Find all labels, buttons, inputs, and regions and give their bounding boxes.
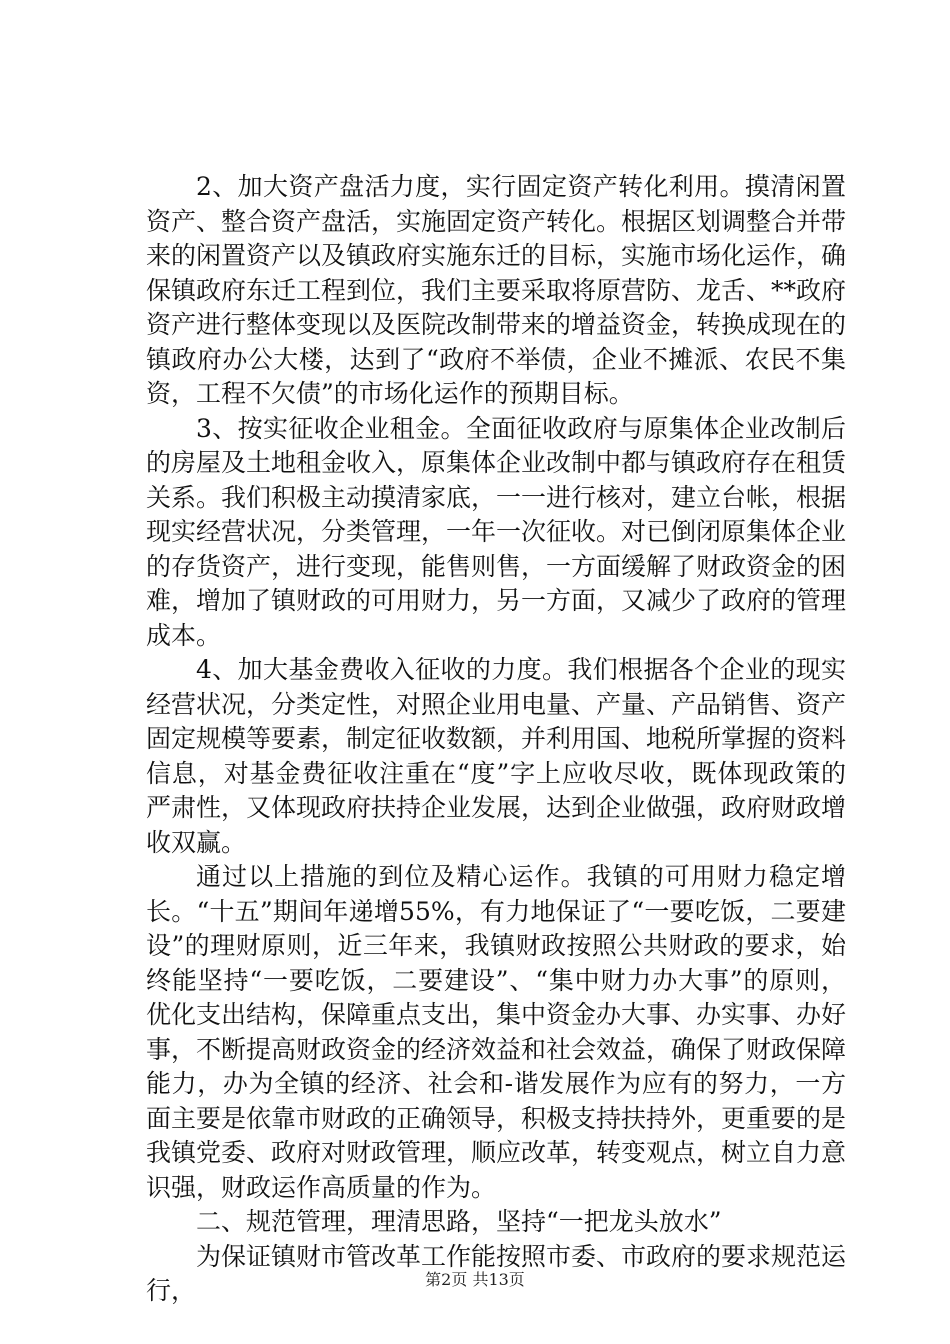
paragraph-reform-intro: 为保证镇财市管改革工作能按照市委、市政府的要求规范运行， xyxy=(146,1241,847,1305)
paragraph-fund-fee-collection: 4、加大基金费收入征收的力度。我们根据各个企业的现实经营状况，分类定性，对照企业用电量、产量、产品销售、资产固定规模等要素，制定征收数额，并利用国、地税所掌握的资料信息，对基金费征收注重在“度”字上应收尽收，既体现政策的严肃性，又体现政府扶持企业发展，达到企业做强，政府财政增收双赢。 xyxy=(146,655,847,857)
paragraph-asset-revitalization: 2、加大资产盘活力度，实行固定资产转化利用。摸清闲置资产、整合资产盘活，实施固定资产转化。根据区划调整合并带来的闲置资产以及镇政府实施东迁的目标，实施市场化运作，确保镇政府东迁工程到位，我们主要采取将原营防、龙舌、**政府资产进行整体变现以及医院改制带来的增益资金，转换成现在的镇政府办公大楼，达到了“政府不举债，企业不摊派、农民不集资，工程不欠债”的市场化运作的预期目标。 xyxy=(146,172,847,408)
page-number-footer: 第2页 共13页 xyxy=(425,1270,525,1289)
document-body xyxy=(146,170,846,1309)
paragraph-enterprise-rent: 3、按实征收企业租金。全面征收政府与原集体企业改制后的房屋及土地租金收入，原集体企业改制中都与镇政府存在租赁关系。我们积极主动摸清家底，一一进行核对，建立台帐，根据现实经营状况，分类管理，一年一次征收。对已倒闭原集体企业的存货资产，进行变现，能售则售，一方面缓解了财政资金的困难，增加了镇财政的可用财力，另一方面，又减少了政府的管理成本。 xyxy=(146,413,847,650)
section-heading-standardized-management: 二、规范管理，理清思路，坚持“一把龙头放水” xyxy=(196,1207,722,1236)
paragraph-results-summary: 通过以上措施的到位及精心运作。我镇的可用财力稳定增长。“十五”期间年递增55%，有力地保证了“一要吃饭，二要建设”的理财原则，近三年来，我镇财政按照公共财政的要求，始终能坚持“一要吃饭，二要建设”、“集中财力办大事”的原则，优化支出结构，保障重点支出，集中资金办大事、办实事、办好事，不断提高财政资金的经济效益和社会效益，确保了财政保障能力，办为全镇的经济、社会和-谐发展作为应有的努力，一方面主要是依靠市财政的正确领导，积极支持扶持外，更重要的是我镇党委、政府对财政管理，顺应改革，转变观点，树立自力意识强，财政运作高质量的作为。 xyxy=(146,862,847,1202)
